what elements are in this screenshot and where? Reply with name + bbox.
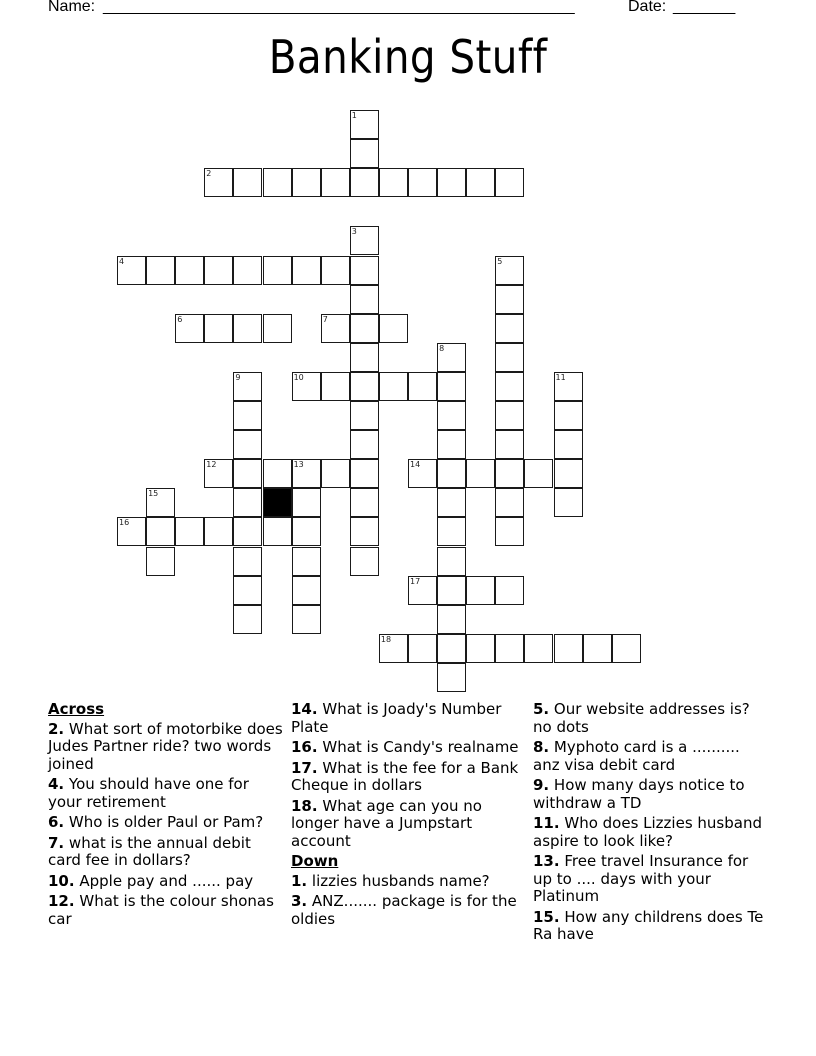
clue-across-7: 7. what is the annual debit card fee in dollars?: [48, 833, 251, 869]
crossword-cell[interactable]: [146, 547, 175, 576]
crossword-cell[interactable]: [292, 256, 321, 285]
clue-across-6: 6. Who is older Paul or Pam?: [48, 813, 264, 831]
crossword-cell[interactable]: [554, 401, 583, 430]
clue-across-14: 14. What is Joady's Number Plate: [291, 700, 502, 736]
crossword-cell[interactable]: [437, 168, 466, 197]
clue-across-17: 17. What is the fee for a Bank Cheque in dollars: [291, 758, 519, 794]
down-heading: Down: [291, 852, 339, 870]
crossword-cell[interactable]: [146, 488, 175, 517]
clue-number: 9: [235, 372, 241, 382]
crossword-cell[interactable]: [350, 459, 379, 488]
clue-across-2: 2. What sort of motorbike does Judes Partner ride? two words joined: [48, 719, 283, 773]
crossword-cell[interactable]: [437, 605, 466, 634]
crossword-cell[interactable]: [204, 168, 233, 197]
clue-number: 13: [293, 460, 304, 470]
crossword-cell[interactable]: [379, 168, 408, 197]
clue-number: 6: [177, 314, 183, 324]
crossword-cell[interactable]: [321, 168, 350, 197]
crossword-cell[interactable]: [350, 343, 379, 372]
crossword-cell[interactable]: [408, 576, 437, 605]
crossword-cell[interactable]: [233, 314, 262, 343]
crossword-cell[interactable]: [408, 459, 437, 488]
clue-across-16: 16. What is Candy's realname: [291, 738, 519, 756]
crossword-cell[interactable]: [175, 517, 204, 546]
crossword-cell[interactable]: [263, 168, 292, 197]
crossword-cell[interactable]: [495, 256, 524, 285]
crossword-cell[interactable]: [263, 256, 292, 285]
crossword-cell[interactable]: [524, 634, 553, 663]
crossword-cell[interactable]: [495, 634, 524, 663]
crossword-cell[interactable]: [437, 459, 466, 488]
crossword-cell[interactable]: [117, 517, 146, 546]
clue-number: 10: [293, 372, 304, 382]
crossword-cell[interactable]: [495, 459, 524, 488]
crossword-cell[interactable]: [350, 547, 379, 576]
crossword-cell[interactable]: [350, 139, 379, 168]
crossword-cell[interactable]: [466, 634, 495, 663]
clue-number: 12: [206, 460, 217, 470]
crossword-cell[interactable]: [408, 168, 437, 197]
crossword-cell[interactable]: [175, 314, 204, 343]
crossword-cell[interactable]: [554, 430, 583, 459]
black-cell: [263, 488, 292, 517]
clue-number: 17: [410, 576, 421, 586]
clue-number: 18: [380, 634, 392, 644]
crossword-cell[interactable]: [437, 430, 466, 459]
crossword-cell[interactable]: [466, 576, 495, 605]
crossword-cell[interactable]: [233, 430, 262, 459]
crossword-cell[interactable]: [466, 168, 495, 197]
crossword-cell[interactable]: [292, 605, 321, 634]
clue-across-12: 12. What is the colour shonas car: [48, 892, 274, 928]
crossword-cell[interactable]: [495, 401, 524, 430]
crossword-cell[interactable]: [437, 401, 466, 430]
name-field[interactable]: _____________________________________________________: [103, 0, 575, 15]
crossword-cell[interactable]: [495, 430, 524, 459]
clue-down-8: 8. Myphoto card is a .......... anz visa debit card: [533, 738, 740, 774]
crossword-cell[interactable]: [233, 605, 262, 634]
crossword-cell[interactable]: [146, 517, 175, 546]
crossword-cell[interactable]: [233, 488, 262, 517]
crossword-cell[interactable]: [495, 168, 524, 197]
crossword-cell[interactable]: [350, 372, 379, 401]
clue-number: 3: [351, 227, 357, 237]
crossword-cell[interactable]: [350, 168, 379, 197]
crossword-cell[interactable]: [379, 314, 408, 343]
crossword-cell[interactable]: [554, 634, 583, 663]
clues-column-3: [533, 701, 769, 947]
clue-number: 1: [351, 111, 357, 120]
crossword-cell[interactable]: [292, 576, 321, 605]
crossword-cell[interactable]: [233, 459, 262, 488]
crossword-cell[interactable]: [495, 488, 524, 517]
crossword-cell[interactable]: [437, 663, 466, 692]
crossword-cell[interactable]: [437, 517, 466, 546]
crossword-cell[interactable]: [350, 401, 379, 430]
crossword-cell[interactable]: [350, 285, 379, 314]
clue-number: 15: [148, 489, 159, 499]
clue-number: 8: [439, 343, 445, 353]
crossword-cell[interactable]: [495, 372, 524, 401]
crossword-cell[interactable]: [233, 256, 262, 285]
crossword-cell[interactable]: [204, 459, 233, 488]
across-heading: Across: [48, 700, 105, 718]
crossword-cell[interactable]: [437, 343, 466, 372]
crossword-cell[interactable]: [437, 372, 466, 401]
clue-down-1: 1. lizzies husbands name?: [291, 871, 490, 890]
crossword-cell[interactable]: [350, 256, 379, 285]
clue-number: 4: [119, 256, 125, 266]
crossword-cell[interactable]: [204, 314, 233, 343]
clue-number: 16: [119, 518, 130, 528]
crossword-cell[interactable]: [292, 459, 321, 488]
crossword-cell[interactable]: [495, 576, 524, 605]
crossword-cell[interactable]: [350, 430, 379, 459]
clue-down-3: 3. ANZ....... package is for the oldies: [291, 892, 517, 928]
crossword-cell[interactable]: [233, 372, 262, 401]
crossword-cell[interactable]: [583, 634, 612, 663]
date-field[interactable]: _______: [673, 0, 736, 15]
name-label: Name:: [48, 0, 96, 15]
clue-number: 2: [206, 169, 212, 179]
crossword-cell[interactable]: [233, 168, 262, 197]
crossword-cell[interactable]: [292, 517, 321, 546]
crossword-cell[interactable]: [495, 285, 524, 314]
crossword-cell[interactable]: [466, 459, 495, 488]
crossword-cell[interactable]: [292, 372, 321, 401]
crossword-cell[interactable]: [146, 256, 175, 285]
crossword-cell[interactable]: [263, 459, 292, 488]
crossword-cell[interactable]: [175, 256, 204, 285]
crossword-cell[interactable]: [437, 576, 466, 605]
crossword-cell[interactable]: [204, 517, 233, 546]
crossword-cell[interactable]: [524, 459, 553, 488]
crossword-cell[interactable]: [350, 226, 379, 255]
clue-across-4: 4. You should have one for your retirement: [48, 775, 249, 811]
crossword-cell[interactable]: [292, 168, 321, 197]
crossword-cell[interactable]: [263, 517, 292, 546]
crossword-cell[interactable]: [554, 459, 583, 488]
crossword-cell[interactable]: [437, 547, 466, 576]
crossword-cell[interactable]: [408, 634, 437, 663]
clues-column-2: [291, 701, 527, 931]
crossword-cell[interactable]: [321, 256, 350, 285]
crossword-cell[interactable]: [204, 256, 233, 285]
crossword-cell[interactable]: [495, 314, 524, 343]
crossword-cell[interactable]: [408, 372, 437, 401]
crossword-cell[interactable]: [263, 314, 292, 343]
crossword-cell[interactable]: [350, 314, 379, 343]
clue-across-10: 10. Apple pay and ...... pay: [48, 871, 254, 890]
crossword-cell[interactable]: [292, 488, 321, 517]
crossword-cell[interactable]: [117, 256, 146, 285]
clue-down-11: 11. Who does Lizzies husband aspire to look like?: [533, 814, 762, 850]
crossword-cell[interactable]: [292, 547, 321, 576]
crossword-cell[interactable]: [321, 314, 350, 343]
crossword-cell[interactable]: [437, 488, 466, 517]
crossword-cell[interactable]: [321, 459, 350, 488]
clues-column-1: [48, 701, 286, 931]
crossword-cell[interactable]: [437, 634, 466, 663]
crossword-cell[interactable]: [233, 547, 262, 576]
clue-down-13: 13. Free travel Insurance for up to .... days with your Platinum: [533, 852, 749, 905]
crossword-cell[interactable]: [350, 110, 379, 139]
clue-down-15: 15. How any childrens does Te Ra have: [533, 907, 764, 943]
clue-number: 14: [410, 460, 421, 470]
crossword-cell[interactable]: [350, 517, 379, 546]
crossword-cell[interactable]: [233, 576, 262, 605]
page-title: Banking Stuff: [268, 30, 548, 84]
crossword-cell[interactable]: [379, 634, 408, 663]
date-label: Date:: [628, 0, 667, 15]
clue-down-5: 5. Our website addresses is? no dots: [533, 700, 750, 736]
crossword-cell[interactable]: [350, 488, 379, 517]
crossword-cell[interactable]: [495, 517, 524, 546]
crossword-cell[interactable]: [495, 343, 524, 372]
clue-number: 5: [497, 256, 503, 266]
clue-down-9: 9. How many days notice to withdraw a TD: [533, 776, 745, 812]
crossword-cell[interactable]: [233, 517, 262, 546]
crossword-cell[interactable]: [379, 372, 408, 401]
crossword-cell[interactable]: [612, 634, 641, 663]
clue-across-18: 18. What age can you no longer have a Jumpstart account: [291, 796, 482, 850]
crossword-cell[interactable]: [554, 488, 583, 517]
crossword-cell[interactable]: [554, 372, 583, 401]
crossword-cell[interactable]: [233, 401, 262, 430]
crossword-cell[interactable]: [321, 372, 350, 401]
clue-number: 11: [555, 372, 566, 382]
clue-number: 7: [322, 314, 328, 324]
